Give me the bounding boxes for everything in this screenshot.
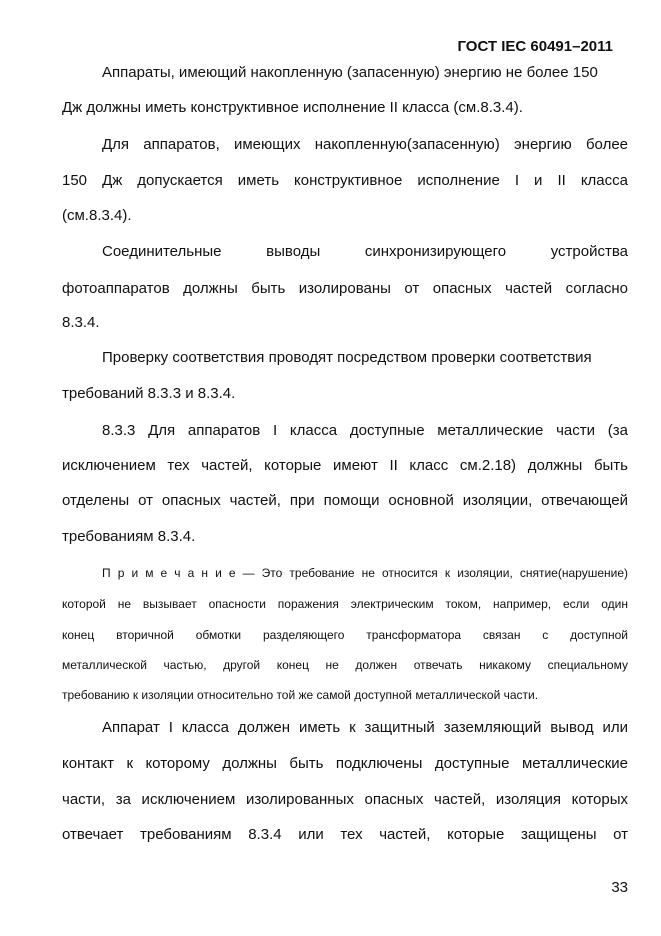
text-line: Дж должны иметь конструктивное исполнение II класса (см.8.3.4).	[62, 99, 523, 116]
text-line: 8.3.3 Для аппаратов I класса доступные металлические части (за	[102, 422, 628, 439]
note-line: требованию к изоляции относительно той же самой доступной металлической части.	[62, 688, 539, 702]
text-line: контакт к которому должны быть подключены доступные металлические	[62, 755, 628, 772]
text-line: Аппарат I класса должен иметь к защитный заземляющий вывод или	[102, 719, 628, 736]
text-line: отделены от опасных частей, при помощи основной изоляции, отвечающей	[62, 492, 628, 509]
text-line: Проверку соответствия проводят посредством проверки соответствия	[102, 349, 592, 366]
text-line: отвечает требованиям 8.3.4 или тех частей, которые защищены от	[62, 826, 628, 843]
note-line: которой не вызывает опасности поражения электрическим током, например, если один	[62, 597, 628, 611]
text-line: 150 Дж допускается иметь конструктивное исполнение I и II класса	[62, 172, 628, 189]
text-line: требований 8.3.3 и 8.3.4.	[62, 385, 236, 402]
note-line: П р и м е ч а н и е — Это требование не относится к изоляции, снятие(нарушение)	[102, 566, 628, 580]
text-line: фотоаппаратов должны быть изолированы от опасных частей согласно	[62, 280, 628, 297]
text-line: Соединительные выводы синхронизирующего устройства	[102, 243, 628, 260]
text-line: требованиям 8.3.4.	[62, 528, 196, 545]
text-line: Аппараты, имеющий накопленную (запасенную) энергию не более 150	[102, 64, 598, 81]
note-line: конец вторичной обмотки разделяющего трансформатора связан с доступной	[62, 628, 628, 642]
document-header: ГОСТ IEC 60491–2011	[457, 38, 613, 55]
text-line: Для аппаратов, имеющих накопленную(запасенную) энергию более	[102, 136, 628, 153]
text-line: исключением тех частей, которые имеют II класс см.2.18) должны быть	[62, 457, 628, 474]
note-line: металлической частью, другой конец не должен отвечать никакому специальному	[62, 658, 628, 672]
text-line: части, за исключением изолированных опасных частей, изоляция которых	[62, 791, 628, 808]
text-line: 8.3.4.	[62, 314, 100, 331]
page-number: 33	[611, 879, 628, 896]
text-line: (см.8.3.4).	[62, 207, 132, 224]
